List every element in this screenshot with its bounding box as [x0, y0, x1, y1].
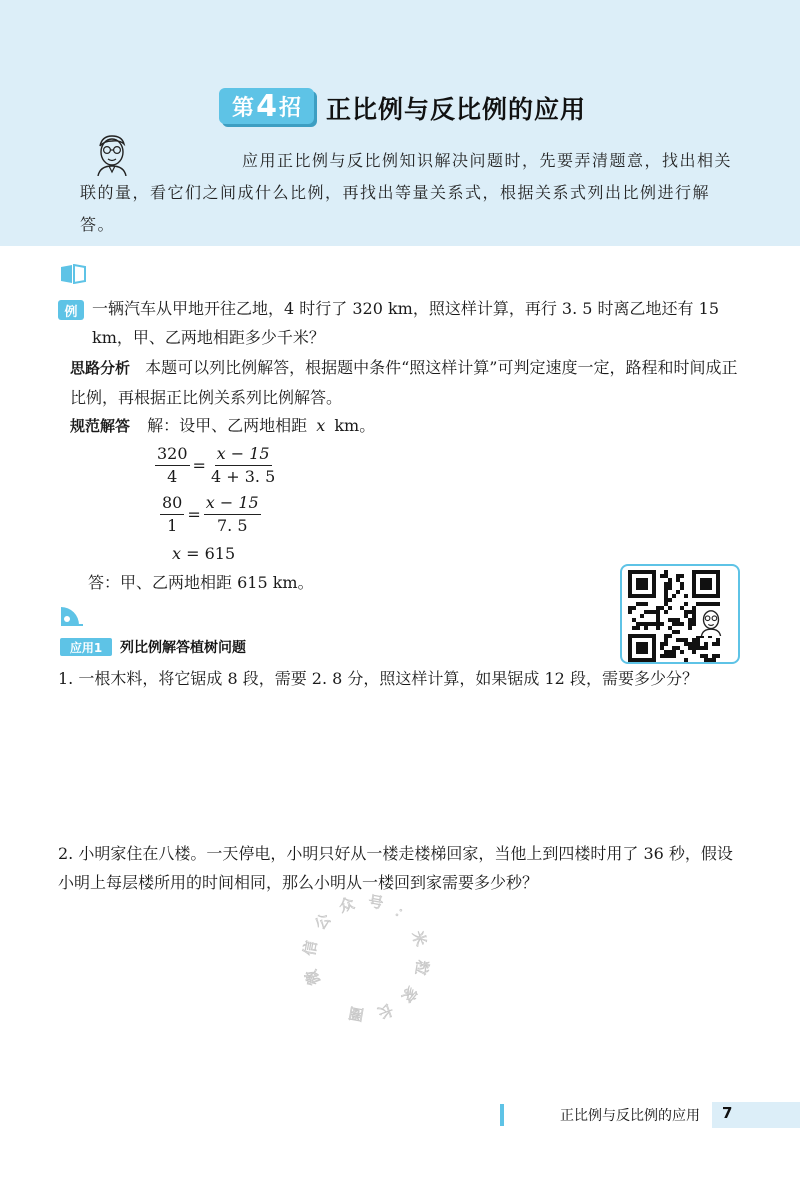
title-badge [219, 88, 314, 124]
analysis-block [70, 353, 750, 412]
title-row [0, 88, 800, 128]
page-title: 正比例与反比例的应用 [326, 95, 587, 124]
analysis-label: 思路分析 [70, 359, 131, 377]
title-badge-number: 4 [256, 88, 277, 124]
eq2-left-denominator: 1 [167, 516, 178, 535]
analysis-text: 本题可以列比例解答，根据题中条件“照这样计算”可判定速度一定，路程和时间成正比例，再根据正比例关系列比例解答。 [70, 358, 738, 407]
equation-3 [172, 539, 235, 568]
qr-code-box[interactable] [620, 564, 740, 664]
stamp-char: 众 [336, 893, 357, 916]
solution-intro-prefix: 解：设甲、乙两地相距 [147, 416, 308, 435]
book-icon [60, 264, 86, 284]
solution-intro-line [70, 411, 750, 441]
equation-1 [155, 444, 277, 487]
eq1-equals: = [192, 456, 206, 475]
solution-label: 规范解答 [70, 417, 131, 435]
intro-paragraph: 应用正比例与反比例知识解决问题时，先要弄清题意，找出相关联的量，看它们之间成什么比例，再找出等量关系式，根据关系式列出比例进行解答。 [80, 151, 733, 234]
equation-2 [160, 493, 261, 536]
stamp-char: 信 [300, 939, 321, 958]
stamp-char: 长 [375, 1000, 396, 1023]
eq1-right-denominator: 4 + 3. 5 [210, 467, 276, 486]
question-2: 2. 小明家住在八楼。一天停电，小明只好从一楼走楼梯回家，当他上到四楼时用了 36 秒，假设小明上每层楼所用的时间相同，那么小明从一楼回到家需要多少秒？ [58, 844, 733, 892]
stamp-char: 圈 [347, 1003, 366, 1024]
solution-intro-suffix: km。 [334, 416, 376, 435]
stamp-char: 米 [408, 928, 431, 949]
solution-var: x [316, 416, 326, 435]
application-title: 列比例解答植树问题 [120, 640, 246, 656]
title-badge-prefix: 第 [232, 95, 255, 121]
example-badge: 例 [58, 300, 84, 320]
ruler-protractor-icon [60, 604, 84, 626]
footer-title: 正比例与反比例的应用 [560, 1108, 700, 1124]
question-1: 1. 一根木料，将它锯成 8 段，需要 2. 8 分，照这样计算，如果锯成 12 段，需要多少分？ [58, 669, 698, 688]
eq1-left-numerator: 320 [155, 444, 190, 466]
stamp-char: 公 [310, 910, 335, 934]
eq1-right-numerator: x − 15 [215, 444, 272, 466]
title-badge-suffix: 招 [278, 95, 301, 121]
qr-teacher-avatar-icon [696, 606, 726, 636]
page-number: 7 [722, 1104, 733, 1122]
eq1-left-denominator: 4 [167, 467, 178, 486]
example-answer: 答：甲、乙两地相距 615 km。 [88, 573, 314, 592]
eq3-rest: = 615 [186, 544, 236, 563]
eq2-left-numerator: 80 [160, 493, 184, 515]
stamp-char: ： [390, 902, 414, 927]
watermark-stamp [296, 888, 436, 1028]
eq2-right-denominator: 7. 5 [216, 516, 248, 535]
stamp-char: 微 [301, 967, 324, 988]
example-question: 一辆汽车从甲地开往乙地，4 时行了 320 km，照这样计算，再行 3. 5 时离乙地还有 15 km，甲、乙两地相距多少千米？ [92, 299, 719, 347]
application-badge: 应用1 [60, 638, 112, 656]
stamp-char: 家 [397, 982, 422, 1006]
footer-accent-bar [500, 1104, 504, 1126]
stamp-char: 粒 [411, 958, 432, 977]
eq3-var: x [172, 544, 182, 563]
stamp-char: 号 [366, 892, 385, 913]
eq2-right-numerator: x − 15 [204, 493, 261, 515]
eq2-equals: = [187, 505, 201, 524]
